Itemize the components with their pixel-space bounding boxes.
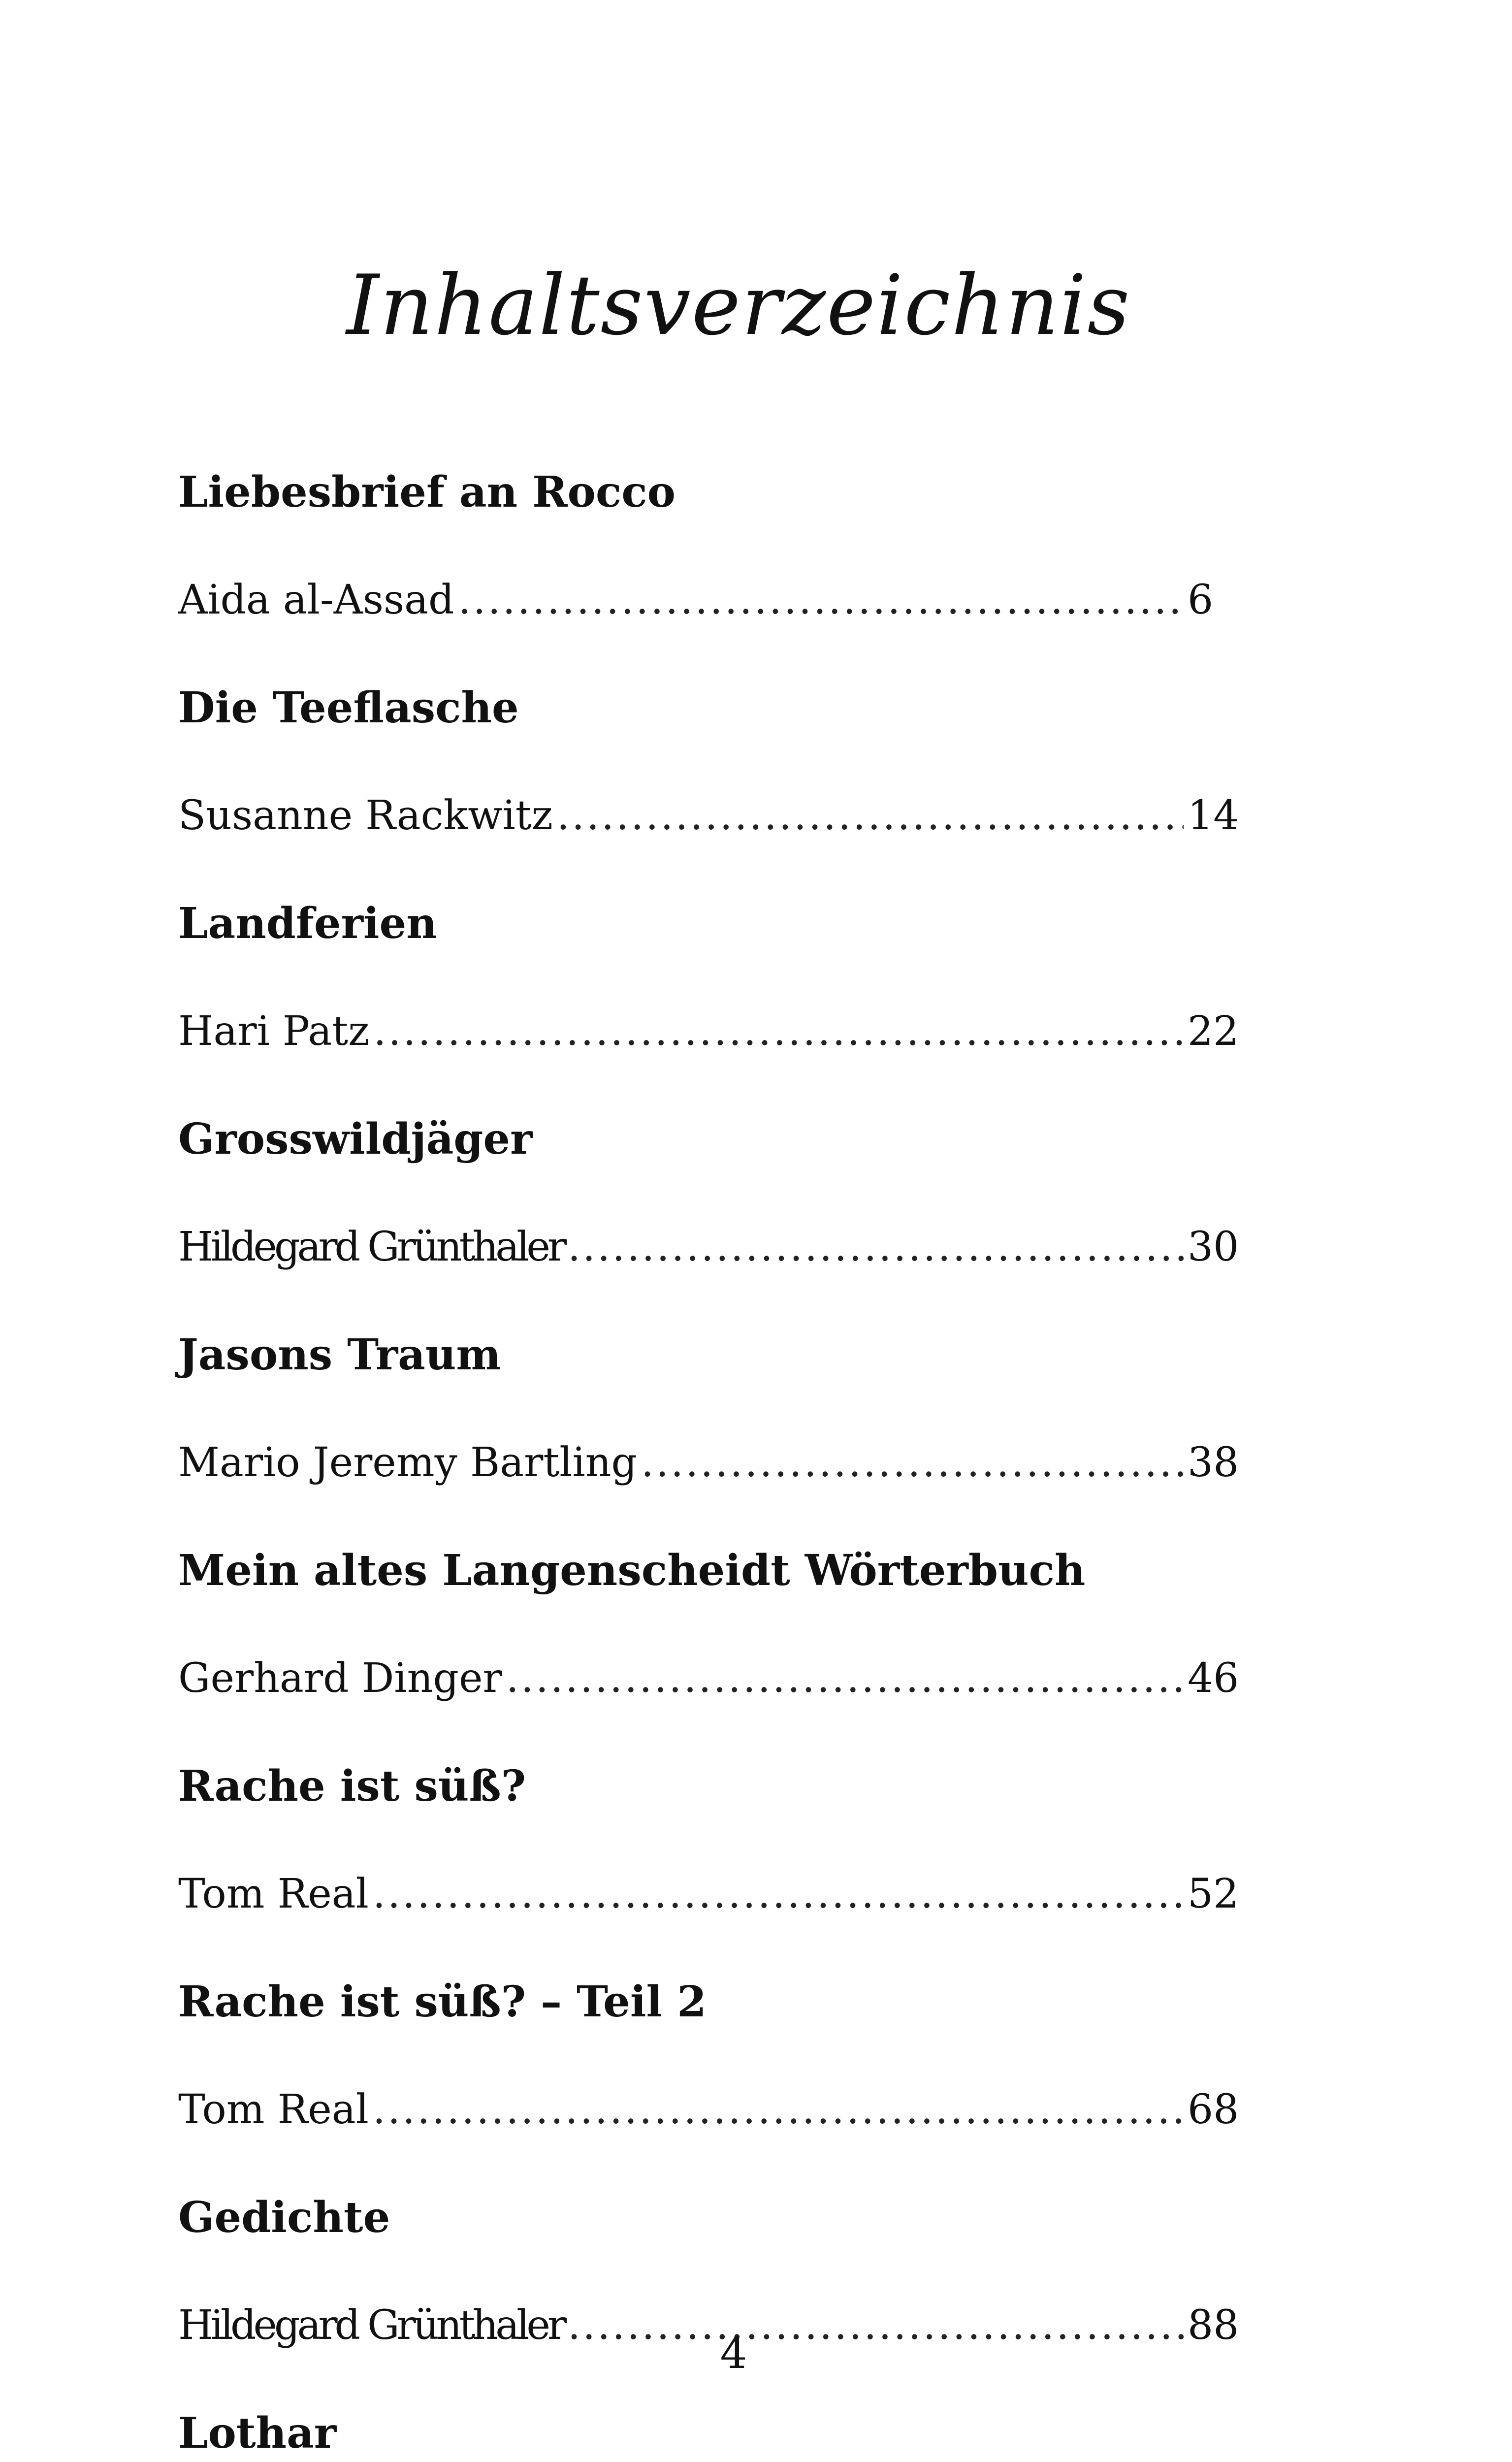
entry-title: Mein altes Langenscheidt Wörterbuch: [178, 1546, 1086, 1595]
entry-author: Tom Real: [178, 1871, 369, 1917]
toc-entry[interactable]: [178, 1948, 1261, 2164]
entry-author-line: [178, 762, 1261, 870]
entry-page-number: 14: [1188, 792, 1239, 839]
entry-author-line: [178, 1193, 1261, 1301]
entry-title: Jasons Traum: [178, 1330, 501, 1380]
dot-leader: [557, 762, 1184, 870]
dot-leader: [506, 1624, 1184, 1732]
entry-author: Hildegard Grünthaler: [178, 1224, 564, 1270]
entry-author: Hildegard Grünthaler: [178, 2302, 564, 2349]
entry-author: Mario Jeremy Bartling: [178, 1439, 638, 1486]
entry-title: Landferien: [178, 899, 437, 948]
entry-title: Rache ist süß? – Teil 2: [178, 1977, 707, 2027]
toc-entry[interactable]: [178, 870, 1261, 1085]
entry-title: Gedichte: [178, 2193, 390, 2242]
entry-author: Aida al-Assad: [178, 577, 454, 623]
entry-page-number: 68: [1188, 2086, 1239, 2133]
entry-page-number: 38: [1188, 1439, 1239, 1486]
toc-entry[interactable]: [178, 438, 1261, 654]
entry-author-line: [178, 977, 1261, 1085]
entry-page-number: 6: [1188, 577, 1214, 623]
toc-entry[interactable]: [178, 1085, 1261, 1301]
page-number: 4: [720, 2329, 747, 2378]
entry-author-line: [178, 2056, 1261, 2164]
toc-entry[interactable]: [178, 1517, 1261, 1732]
dot-leader: [641, 1409, 1184, 1517]
toc-entry[interactable]: [178, 1732, 1261, 1948]
toc-entry[interactable]: [178, 2379, 1261, 2462]
entry-author: Gerhard Dinger: [178, 1655, 502, 1702]
entry-author-line: [178, 1409, 1261, 1517]
entry-title: Lothar: [178, 2408, 337, 2458]
toc-entry[interactable]: [178, 1301, 1261, 1517]
entry-author-line: [178, 546, 1261, 654]
entry-author: Susanne Rackwitz: [178, 792, 553, 839]
entry-title: Rache ist süß?: [178, 1761, 526, 1811]
entry-page-number: 22: [1188, 1008, 1239, 1055]
table-of-contents: [178, 438, 1261, 2462]
dot-leader: [373, 2056, 1184, 2164]
toc-entry[interactable]: [178, 654, 1261, 870]
entry-title: Liebesbrief an Rocco: [178, 467, 676, 517]
entry-author-line: [178, 1840, 1261, 1948]
dot-leader: [458, 546, 1184, 654]
entry-page-number: 30: [1188, 1224, 1239, 1270]
entry-author: Hari Patz: [178, 1008, 370, 1055]
dot-leader: [568, 1193, 1184, 1301]
dot-leader: [373, 977, 1184, 1085]
entry-title: Die Teeflasche: [178, 683, 519, 733]
entry-title: Grosswildjäger: [178, 1114, 533, 1164]
entry-author: Tom Real: [178, 2086, 369, 2133]
entry-page-number: 46: [1188, 1655, 1239, 1702]
entry-page-number: 52: [1188, 1871, 1239, 1917]
entry-page-number: 88: [1188, 2302, 1239, 2349]
entry-author-line: [178, 1624, 1261, 1732]
page-title: Inhaltsverzeichnis: [346, 257, 1131, 354]
dot-leader: [373, 1840, 1184, 1948]
